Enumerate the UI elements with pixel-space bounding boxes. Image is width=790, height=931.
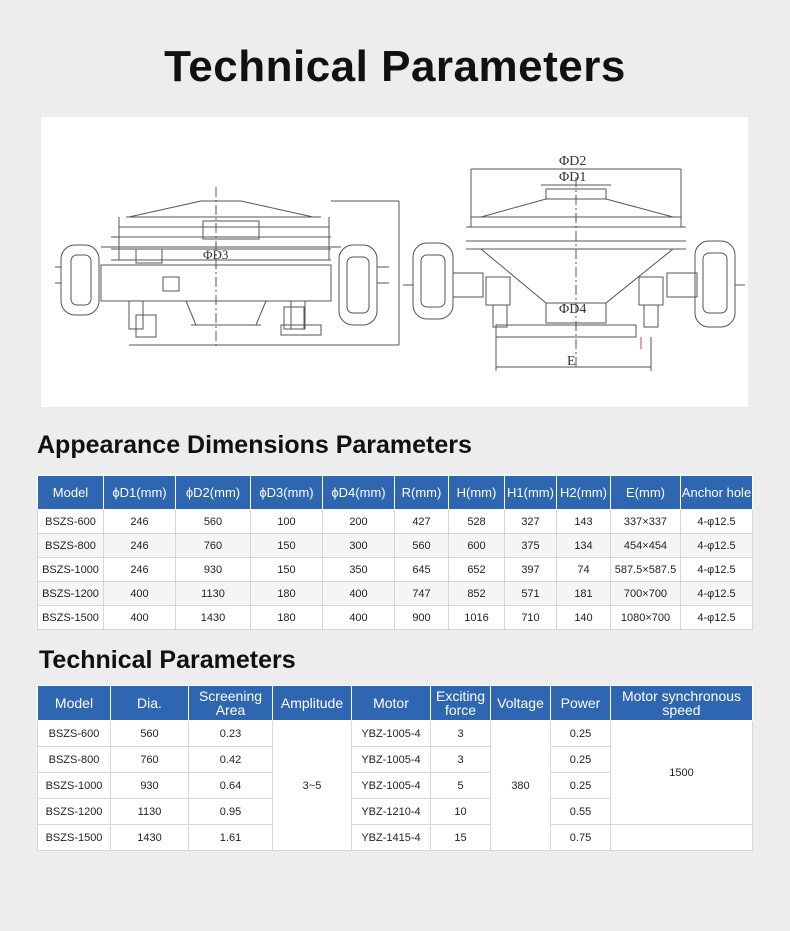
cell-amplitude: 3~5 [273, 721, 352, 851]
header-anchor-hole: Anchor hole [681, 476, 753, 510]
table-cell: 528 [449, 510, 505, 534]
cell-exciting-force: 3 [431, 747, 491, 773]
table-cell: 246 [104, 534, 176, 558]
table-cell: 246 [104, 510, 176, 534]
label-d2: ΦD2 [559, 154, 587, 169]
cell-motor: YBZ-1005-4 [352, 747, 431, 773]
table-cell: 1080×700 [611, 606, 681, 630]
cell-screening-area: 1.61 [189, 825, 273, 851]
table-cell: 150 [251, 534, 323, 558]
cell-motor-speed-empty [611, 825, 753, 851]
table-cell: 180 [251, 582, 323, 606]
cell-motor: YBZ-1210-4 [352, 799, 431, 825]
table-cell: 454×454 [611, 534, 681, 558]
label-d3: ΦD3 [203, 247, 229, 262]
cell-model: BSZS-1500 [38, 825, 111, 851]
side-view-drawing [55, 187, 399, 349]
table-cell: BSZS-1200 [38, 582, 104, 606]
table-cell: 587.5×587.5 [611, 558, 681, 582]
table-cell: 400 [323, 582, 395, 606]
cell-model: BSZS-800 [38, 747, 111, 773]
cell-exciting-force: 5 [431, 773, 491, 799]
table-cell: 327 [505, 510, 557, 534]
dimensions-table [37, 475, 753, 630]
header-voltage: Voltage [491, 686, 551, 721]
table-cell: 4-φ12.5 [681, 582, 753, 606]
table-cell: 246 [104, 558, 176, 582]
table-cell: 134 [557, 534, 611, 558]
cell-screening-area: 0.95 [189, 799, 273, 825]
table-cell: 350 [323, 558, 395, 582]
table-cell: 397 [505, 558, 557, 582]
technical-title: Technical Parameters [39, 646, 296, 674]
table-cell: BSZS-1000 [38, 558, 104, 582]
cell-power: 0.25 [551, 721, 611, 747]
page-title: Technical Parameters [164, 42, 626, 91]
table-row [38, 534, 753, 558]
cell-voltage: 380 [491, 721, 551, 851]
table-cell: 1430 [176, 606, 251, 630]
cell-motor: YBZ-1005-4 [352, 773, 431, 799]
table-cell: 600 [449, 534, 505, 558]
table-cell: 427 [395, 510, 449, 534]
cell-power: 0.55 [551, 799, 611, 825]
cell-dia: 1430 [111, 825, 189, 851]
table-cell: 700×700 [611, 582, 681, 606]
header-model: Model [38, 686, 111, 721]
header-d1: ϕD1(mm) [104, 476, 176, 510]
cell-dia: 760 [111, 747, 189, 773]
cell-screening-area: 0.42 [189, 747, 273, 773]
table-row [38, 721, 753, 747]
header-power: Power [551, 686, 611, 721]
table-cell: 400 [104, 582, 176, 606]
table-cell: 74 [557, 558, 611, 582]
table-cell: 337×337 [611, 510, 681, 534]
front-view-drawing [403, 154, 745, 371]
cell-dia: 1130 [111, 799, 189, 825]
cell-model: BSZS-1200 [38, 799, 111, 825]
label-d1: ΦD1 [559, 170, 587, 185]
table-cell: 1130 [176, 582, 251, 606]
table-cell: 300 [323, 534, 395, 558]
table-row [38, 606, 753, 630]
cell-model: BSZS-600 [38, 721, 111, 747]
table-cell: 100 [251, 510, 323, 534]
cell-dia: 560 [111, 721, 189, 747]
table-cell: 4-φ12.5 [681, 510, 753, 534]
table-cell: 560 [176, 510, 251, 534]
header-r: R(mm) [395, 476, 449, 510]
header-screening-area: Screening Area [189, 686, 273, 721]
table-cell: 760 [176, 534, 251, 558]
table-cell: 710 [505, 606, 557, 630]
dimensions-header-row [38, 476, 753, 510]
table-cell: 400 [104, 606, 176, 630]
table-row [38, 582, 753, 606]
header-motor-speed: Motor synchronous speed [611, 686, 753, 721]
cell-model: BSZS-1000 [38, 773, 111, 799]
cell-exciting-force: 10 [431, 799, 491, 825]
cell-power: 0.25 [551, 773, 611, 799]
header-exciting-force: Exciting force [431, 686, 491, 721]
header-d2: ϕD2(mm) [176, 476, 251, 510]
cell-exciting-force: 15 [431, 825, 491, 851]
table-cell: 571 [505, 582, 557, 606]
table-cell: 4-φ12.5 [681, 606, 753, 630]
cell-motor: YBZ-1005-4 [352, 721, 431, 747]
table-cell: 181 [557, 582, 611, 606]
cell-motor-speed: 1500 [611, 721, 753, 825]
table-row [38, 510, 753, 534]
header-d3: ϕD3(mm) [251, 476, 323, 510]
table-cell: 1016 [449, 606, 505, 630]
header-amplitude: Amplitude [273, 686, 352, 721]
table-cell: 900 [395, 606, 449, 630]
table-cell: 645 [395, 558, 449, 582]
table-cell: 560 [395, 534, 449, 558]
header-e: E(mm) [611, 476, 681, 510]
technical-table [37, 685, 753, 851]
table-cell: BSZS-800 [38, 534, 104, 558]
header-motor: Motor [352, 686, 431, 721]
table-cell: 375 [505, 534, 557, 558]
table-cell: 150 [251, 558, 323, 582]
cell-exciting-force: 3 [431, 721, 491, 747]
label-d4: ΦD4 [559, 302, 587, 317]
table-cell: 652 [449, 558, 505, 582]
technical-header-row [38, 686, 753, 721]
table-cell: 200 [323, 510, 395, 534]
table-cell: 852 [449, 582, 505, 606]
table-row [38, 558, 753, 582]
table-cell: 143 [557, 510, 611, 534]
header-dia: Dia. [111, 686, 189, 721]
cell-screening-area: 0.23 [189, 721, 273, 747]
header-h1: H1(mm) [505, 476, 557, 510]
table-cell: BSZS-1500 [38, 606, 104, 630]
table-cell: 400 [323, 606, 395, 630]
cell-power: 0.25 [551, 747, 611, 773]
table-row [38, 825, 753, 851]
label-e: E [567, 354, 576, 369]
technical-drawing [41, 117, 748, 407]
header-h2: H2(mm) [557, 476, 611, 510]
cell-motor: YBZ-1415-4 [352, 825, 431, 851]
table-cell: 747 [395, 582, 449, 606]
cell-screening-area: 0.64 [189, 773, 273, 799]
cell-power: 0.75 [551, 825, 611, 851]
table-cell: 930 [176, 558, 251, 582]
cell-dia: 930 [111, 773, 189, 799]
header-d4: ϕD4(mm) [323, 476, 395, 510]
dimensions-title: Appearance Dimensions Parameters [37, 431, 472, 459]
table-cell: 140 [557, 606, 611, 630]
table-cell: 4-φ12.5 [681, 534, 753, 558]
table-cell: BSZS-600 [38, 510, 104, 534]
table-cell: 180 [251, 606, 323, 630]
table-cell: 4-φ12.5 [681, 558, 753, 582]
header-h: H(mm) [449, 476, 505, 510]
header-model: Model [38, 476, 104, 510]
